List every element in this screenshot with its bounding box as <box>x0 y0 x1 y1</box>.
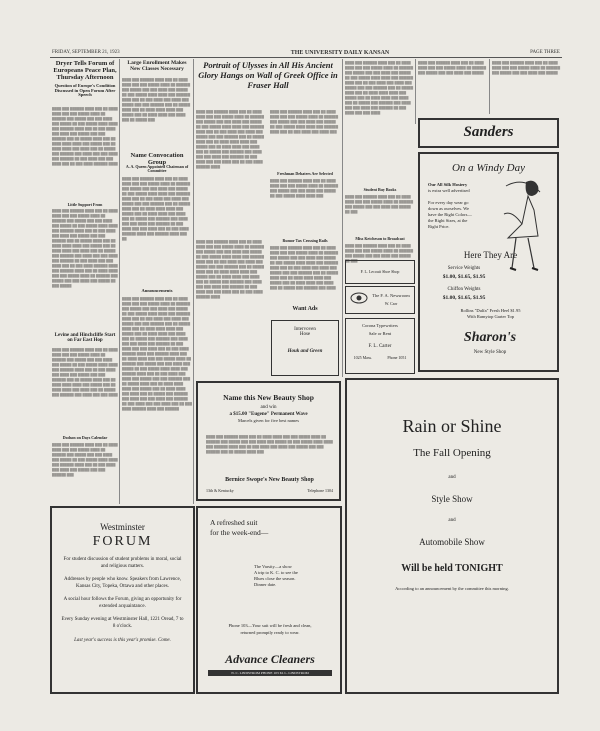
column-rule <box>342 59 343 377</box>
windy-ad-shop: New Style Shop <box>473 350 507 355</box>
cleaners-ad-phone-text <box>204 622 336 636</box>
beauty-ad-body: ████ ███ ██████ ████ ███ ██ ████ ████ ███ ███ █████ ████ ██ ██████ ███ █████ ███ ███ ████ ███ █████ ██ ███ █████ ████ ████ ███ ██████ ████ ███ ██ ███ ████ ███ ████ ███ █████ ███ ███ ██████ ███ ██ █████ ████ ███ <box>206 435 333 454</box>
col2-subhead-2: A. A. Queen Appointed Chairman of Committee <box>125 164 189 174</box>
windy-ad-rollins: Rollins "Dulfa" Fresh Heel $1.95 <box>460 308 521 313</box>
col1-body-text: ████ ███ ██████ ████ ███ ██ ████ ████ ███ ███ █████ ████ ██ ██████ ███ █████ ███ ███ ████ ███ █████ ██ ███ █████ ████ ████ ███ ██████ ████ ███ ██ ███ ████ ███ ████ ███ █████ ███ ███ ██████ ███ ██ █████ ████ ███ ██ ████ ████ ████ ███ █████ ███ ██ ████ ████ ███ ████ ███ ██ █████ ███ ██████ ███ ████ ███ ███ ████ ███ ██████ ██ ███ ████ ███ ███ ████ ███ ██ ███ ████ ██████ ████ <box>52 107 118 166</box>
windy-ad-brand: Sharon's <box>463 330 517 345</box>
feature-story2-headline: Freshman Debaters Are Selected <box>277 171 333 176</box>
rain-ad-note: According to an announcement by the committee this morning. <box>395 586 509 591</box>
classified-text-2: ████ ███ ██████ ████ ███ ██ ████ ████ ███ ███ █████ ████ ██ ██████ ███ █████ ███ ███ ████ ███ █████ <box>492 61 561 75</box>
windy-ad-l3: For every day wear go <box>428 200 469 205</box>
beauty-ad-address: 13th & Kentucky <box>206 488 234 493</box>
feature-story3-headline: Rumor Tax Crossing Rails <box>282 238 328 243</box>
col4-body-text-2: ████ ███ ██████ ████ ███ ██ ████ ████ ███ ███ █████ ████ ██ ██████ ███ █████ ███ ███ ████ ███ █████ ██ ███ <box>345 195 414 214</box>
windy-ad-title: On a Windy Day <box>451 162 525 174</box>
woman-illustration <box>496 176 556 276</box>
col2-announcements-head: Announcements <box>141 288 173 293</box>
advance-cleaners-ad <box>196 506 342 694</box>
cleaners-ad-l1: A refreshed suit <box>210 518 258 527</box>
cleaners-ad-brand: Advance Cleaners <box>225 652 315 666</box>
windy-day-ad <box>418 152 559 372</box>
forum-ad-name: Westminster <box>100 522 145 532</box>
rain-ad-tonight: Will be held TONIGHT <box>401 563 503 574</box>
windy-ad-l1: Our All Silk Hosiery <box>428 182 468 187</box>
col4-body-text: ████ ███ ██████ ████ ███ ██ ████ ████ ███ ███ █████ ████ ██ ██████ ███ █████ ███ ███ ████ ███ █████ ██ ███ █████ ████ ████ ███ ██████ ████ ███ ██ ███ ████ ███ ████ ███ █████ ███ ███ ██████ ███ ██ █████ ████ ███ ██ ████ ████ ████ ███ █████ ███ ██ ████ ████ ███ ████ ███ ██ █████ ███ ██████ ███ ████ ███ ███ ████ ███ ██████ ██ ███ ████ ███ ███ ████ <box>345 61 414 115</box>
beauty-ad-footer <box>206 488 333 493</box>
col1-body-text-2: ████ ███ ██████ ████ ███ ██ ████ ████ ███ ███ █████ ████ ██ ██████ ███ █████ ███ ███ ████ ███ █████ ██ ███ █████ ████ ████ ███ ██████ ████ ███ ██ ███ ████ ███ ████ ███ █████ ███ ███ ██████ ███ ██ █████ ████ ███ ██ ████ ████ ████ ███ █████ ███ ██ ████ ████ ███ ████ ███ ██ █████ ███ ██████ ███ ████ ███ ███ ████ ███ ██████ ██ ███ ████ ███ ███ ████ ███ ██ ███ ████ ██████ ████ ███ ██████ ████ ███ ██ ████ ████ ███ ███ █████ ████ ██ ██████ ███ █████ ███ ███ ████ ███ █████ ██ ███ █████ <box>52 209 118 288</box>
rain-ad-and2: and <box>448 518 456 523</box>
masthead-page: PAGE THREE <box>530 50 560 55</box>
cleaners-ad-list <box>254 564 338 588</box>
col2-body-text: ████ ███ ██████ ████ ███ ██ ████ ████ ███ ███ █████ ████ ██ ██████ ███ █████ ███ ███ ████ ███ █████ ██ ███ █████ ████ ████ ███ ██████ ████ ███ ██ ███ ████ ███ ████ ███ █████ ███ ███ ██████ ███ ██ █████ ████ ███ ██ ████ ████ ████ ███ █████ ███ ██ ████ ████ ███ ████ ███ ██ █████ ███ <box>122 78 191 122</box>
beauty-shop-ad <box>196 381 341 501</box>
hosiery-ad <box>271 320 339 376</box>
newsroom-ad <box>345 286 415 314</box>
col1-story2-headline: Levine and Hinchcliffe Start on Far East Hop <box>54 333 116 344</box>
col1-subhead-2: Little Support From <box>67 202 103 207</box>
cleaners-ad-l6: Dinner date. <box>254 582 277 587</box>
column-rule <box>415 59 416 124</box>
rain-or-shine-ad <box>345 378 559 694</box>
column-rule <box>489 59 490 114</box>
col4-story2-headline: Miss Ketcheson to Broadcast <box>355 236 405 241</box>
col1-body-text-4: ████ ███ ██████ ████ ███ ██ ████ ████ ███ ███ █████ ████ ██ ██████ ███ █████ ███ ███ ████ ███ █████ ██ ███ █████ ████ ████ ███ ██████ ████ ███ ██ ███ ████ ███ ████ ███ █████ ███ ███ ██████ ███ <box>52 443 118 477</box>
typewriter-ad <box>345 318 415 374</box>
col1-story3-headline: Dodson on Days Calendar <box>62 435 108 440</box>
windy-ad-price2: $1.00, $1.65, $1.95 <box>442 295 486 301</box>
rain-ad-title: Rain or Shine <box>402 416 502 436</box>
typewriter-ad-line1: Corona Typewriters <box>362 323 398 328</box>
typewriter-ad-line5: Phone 1051 <box>387 355 407 360</box>
col2-headline-2: Name Convocation Group <box>130 152 184 166</box>
rain-ad-and1: and <box>448 475 456 480</box>
cleaners-ad-l7: Phone 103—Your suit will be fresh and clean, <box>228 623 312 628</box>
windy-ad-price1: $1.00, $1.65, $1.95 <box>442 274 486 280</box>
beauty-ad-subtitle: and win <box>260 405 277 410</box>
feature-body-text-2: ████ ███ ██████ ████ ███ ██ ████ ████ ███ ███ █████ ████ ██ ██████ ███ █████ ███ ███ ████ ███ █████ ██ ███ █████ ████ ████ ███ ██████ ████ ███ ██ ███ ████ ███ ████ ███ <box>270 110 339 134</box>
col2-body-text-3: ████ ███ ██████ ████ ███ ██ ████ ████ ███ ███ █████ ████ ██ ██████ ███ █████ ███ ███ ████ ███ █████ ██ ███ █████ ████ ████ ███ ██████ ████ ███ ██ ███ ████ ███ ████ ███ █████ ███ ███ ██████ ███ ██ █████ ████ ███ ██ ████ ████ ████ ███ █████ ███ ██ ████ ████ ███ ████ ███ ██ █████ ███ ██████ ███ ████ ███ ███ ████ ███ ██████ ██ ███ ████ ███ ███ ████ ███ ██ ███ ████ ██████ ████ ███ ██████ ████ ███ ██ ████ ████ ███ ███ █████ ████ ██ ██████ ███ █████ ███ ███ ████ ███ █████ ██ ███ █████ ████ ████ ███ ██████ ████ ███ ██ ███ ████ ███ ████ ███ █████ ███ ███ ██████ ███ ██ █████ ████ ███ ██ ████ ████ ████ ███ █████ ███ ██ ████ ████ ███ ████ ███ ██ █████ ███ ██████ ███ ████ ███ ███ ████ ███ ██████ ██ ███ ████ ███ ███ ████ ███ ██ ███ ████ ██████ ████ ███ ██████ <box>122 297 192 411</box>
forum-ad-p1: For student discussion of student problems in moral, social and religious matters. <box>63 557 182 569</box>
newsroom-ad-line2: W. Carr <box>384 301 398 306</box>
windy-ad-l7: Right Price. <box>428 224 450 229</box>
col1-subhead: Question of Europe's Condition Discussed in Open Forum After Speech <box>54 83 116 98</box>
windy-ad-l4: down as ourselves. We <box>428 206 470 211</box>
cleaners-ad-l3: The Varsity—a show <box>254 564 292 569</box>
windy-ad-l6: the Right Sizes, at the <box>428 218 468 223</box>
col1-body-text-3: ████ ███ ██████ ████ ███ ██ ████ ████ ███ ███ █████ ████ ██ ██████ ███ █████ ███ ███ ████ ███ █████ ██ ███ █████ ████ ████ ███ ██████ ████ ███ ██ ███ ████ ███ ████ ███ █████ ███ ███ ██████ ███ ██ █████ ████ ███ ██ ████ ████ ████ ███ █████ ███ ██ ████ ████ ███ ████ ███ ██ █████ ███ ██████ ███ ████ ███ ███ ████ <box>52 348 118 397</box>
beauty-ad-given: Marcels given for five best names <box>237 418 300 423</box>
masthead-title: THE UNIVERSITY DAILY KANSAN <box>290 50 390 56</box>
forum-ad-p5: Last year's success is this year's promise. Come. <box>74 638 171 643</box>
rain-ad-opening: The Fall Opening <box>413 447 491 459</box>
cleaners-ad-l4: A trip to K. C. to see the <box>254 570 298 575</box>
cleaners-ad-l2: for the week-end— <box>210 528 269 537</box>
cleaners-ad-footer: N. C. LINDSTROM PHONE 103 M. L. LINDSTROM <box>208 670 332 676</box>
typewriter-ad-line4: 1025 Mass. <box>353 355 373 360</box>
rain-ad-auto: Automobile Show <box>419 537 485 547</box>
col2-headline: Large Enrollment Makes New Classes Necessary <box>127 60 187 72</box>
forum-ad-p3: A social hour follows the Forum, giving an opportunity for extended acquaintance. <box>63 597 182 609</box>
eye-icon <box>350 291 368 305</box>
col2-body-text-2: ████ ███ ██████ ████ ███ ██ ████ ████ ███ ███ █████ ████ ██ ██████ ███ █████ ███ ███ ████ ███ █████ ██ ███ █████ ████ ████ ███ ██████ ████ ███ ██ ███ ████ ███ ████ ███ █████ ███ ███ ██████ ███ ██ █████ ████ ███ ██ ████ ████ ████ ███ █████ ███ ██ ████ ████ ███ ████ ███ ██ █████ ███ ██████ ███ ████ ███ ███ ████ ███ ██████ ██ ███ ████ ███ ███ ████ ███ ██ ███ ████ ██████ ████ ███ ██████ ████ ███ ██ <box>122 177 191 241</box>
forum-ad-p4: Every Sunday evening at Westminster Hall, 1221 Oread, 7 to 8 o'clock. <box>61 617 184 629</box>
windy-ad-copy <box>428 182 498 230</box>
typewriter-ad-line3: F. L. Carter <box>368 344 392 349</box>
hosiery-ad-line1: Intervoven <box>294 327 316 332</box>
beauty-ad-prize: a $15.00 "Eugene" Permanent Wave <box>229 412 308 417</box>
rain-ad-style: Style Show <box>431 494 473 504</box>
windy-ad-l5: have the Right Colors— <box>428 212 472 217</box>
windy-ad-garter: With Ramytop Garter Top <box>466 314 515 319</box>
column-rule <box>193 59 194 504</box>
col4-story1-headline: Student Buy Books <box>363 187 397 192</box>
feature-body-text-4: ████ ███ ██████ ████ ███ ██ ████ ████ ███ ███ █████ ████ ██ ██████ ███ █████ ███ ███ ████ ███ █████ ██ ███ █████ ████ ████ ███ ██████ ████ ███ ██ ███ ████ ███ ████ ███ █████ ███ ███ ██████ ███ ██ █████ ████ ███ ██ ████ ████ ████ ███ █████ ███ ██ ████ ████ ███ ████ ███ ██ █████ ███ ██████ ███ ████ ███ ███ ████ ███ ██████ ██ ███ ████ ███ ███ ████ ███ ██ ███ ████ ██████ ████ <box>196 240 264 299</box>
lecouit-ad <box>345 260 415 284</box>
windy-ad-service: Service Weights <box>447 266 481 271</box>
beauty-ad-phone: Telephone 1304 <box>307 488 333 493</box>
col1-headline: Dryer Tells Forum of Europeans Peace Plan, Thursday Afternoon <box>53 60 117 81</box>
typewriter-ad-line2: Sale or Rent <box>368 331 392 336</box>
col4-body-text-3: ████ ███ ██████ ████ ███ ██ ████ ████ ███ ███ █████ ████ ██ ██████ ███ █████ ███ ███ ████ ███ █████ ██ ███ <box>345 244 414 263</box>
feature-body-text-3: ████ ███ ██████ ████ ███ ██ ████ ████ ███ ███ █████ ████ ██ ██████ ███ █████ ███ ███ ████ ███ █████ ██ ███ █████ ████ ████ ███ <box>270 179 339 198</box>
classified-headline: Want Ads <box>292 306 318 312</box>
feature-body-text: ████ ███ ██████ ████ ███ ██ ████ ████ ███ ███ █████ ████ ██ ██████ ███ █████ ███ ███ ████ ███ █████ ██ ███ █████ ████ ████ ███ ██████ ████ ███ ██ ███ ████ ███ ████ ███ █████ ███ ███ ██████ ███ ██ █████ ████ ███ ██ ████ ████ ████ ███ █████ ███ ██ ████ ████ ███ ████ ███ ██ █████ ███ ██████ ███ ████ ███ ███ ████ ███ ██████ ██ ███ ████ ███ ███ ████ ███ ██ ███ ████ ██████ ████ <box>196 110 264 169</box>
newsroom-ad-line1: The F. A. Newsroom <box>372 293 410 298</box>
cleaners-ad-l5: Blues close the season. <box>254 576 296 581</box>
feature-body-text-5: ████ ███ ██████ ████ ███ ██ ████ ████ ███ ███ █████ ████ ██ ██████ ███ █████ ███ ███ ████ ███ █████ ██ ███ █████ ████ ████ ███ ██████ ████ ███ ██ ███ ████ ███ ████ ███ █████ ███ ███ ██████ ███ ██ █████ ████ ███ ██ ████ ████ ████ ███ █████ ███ ██ ████ ████ ███ ████ ███ ██ █████ ███ ██████ ███ ████ <box>270 246 339 290</box>
hosiery-ad-line2: Hose <box>299 332 311 337</box>
beauty-ad-sig: Bernice Swope's New Beauty Shop <box>225 477 314 483</box>
cleaners-ad-headline <box>210 518 330 538</box>
hosiery-ad-brand: Houk and Green <box>287 349 323 354</box>
beauty-ad-title: Name this New Beauty Shop <box>223 393 314 402</box>
column-rule <box>119 59 120 504</box>
cleaners-ad-l8: returned promptly ready to wear. <box>240 630 300 635</box>
windy-ad-l2: is extra well advertised <box>428 188 470 193</box>
windy-ad-chiffon: Chiffon Weights <box>447 287 481 292</box>
lecouit-ad-text: F. L. Lecouit Shoe Shop <box>360 269 400 274</box>
feature-headline: Portrait of Ulysses in All His Ancient Glory Hangs on Wall of Greek Office in Fraser Hall <box>198 60 338 90</box>
masthead-rule <box>50 57 562 58</box>
masthead-date: FRIDAY, SEPTEMBER 21, 1923 <box>52 50 120 55</box>
sanders-ad <box>418 118 559 148</box>
forum-ad-p2: Addresses by people who know. Speakers from Lawrence, Kansas City, Topeka, Ottawa and other places. <box>63 577 181 589</box>
forum-ad-title: FORUM <box>92 534 153 549</box>
classified-text-1: ████ ███ ██████ ████ ███ ██ ████ ████ ███ ███ █████ ████ ██ ██████ ███ █████ ███ ███ ████ ███ █████ <box>418 61 487 75</box>
sanders-logo: Sanders <box>463 124 514 140</box>
westminster-forum-ad <box>50 506 195 694</box>
windy-ad-here: Here They Are <box>463 250 518 260</box>
